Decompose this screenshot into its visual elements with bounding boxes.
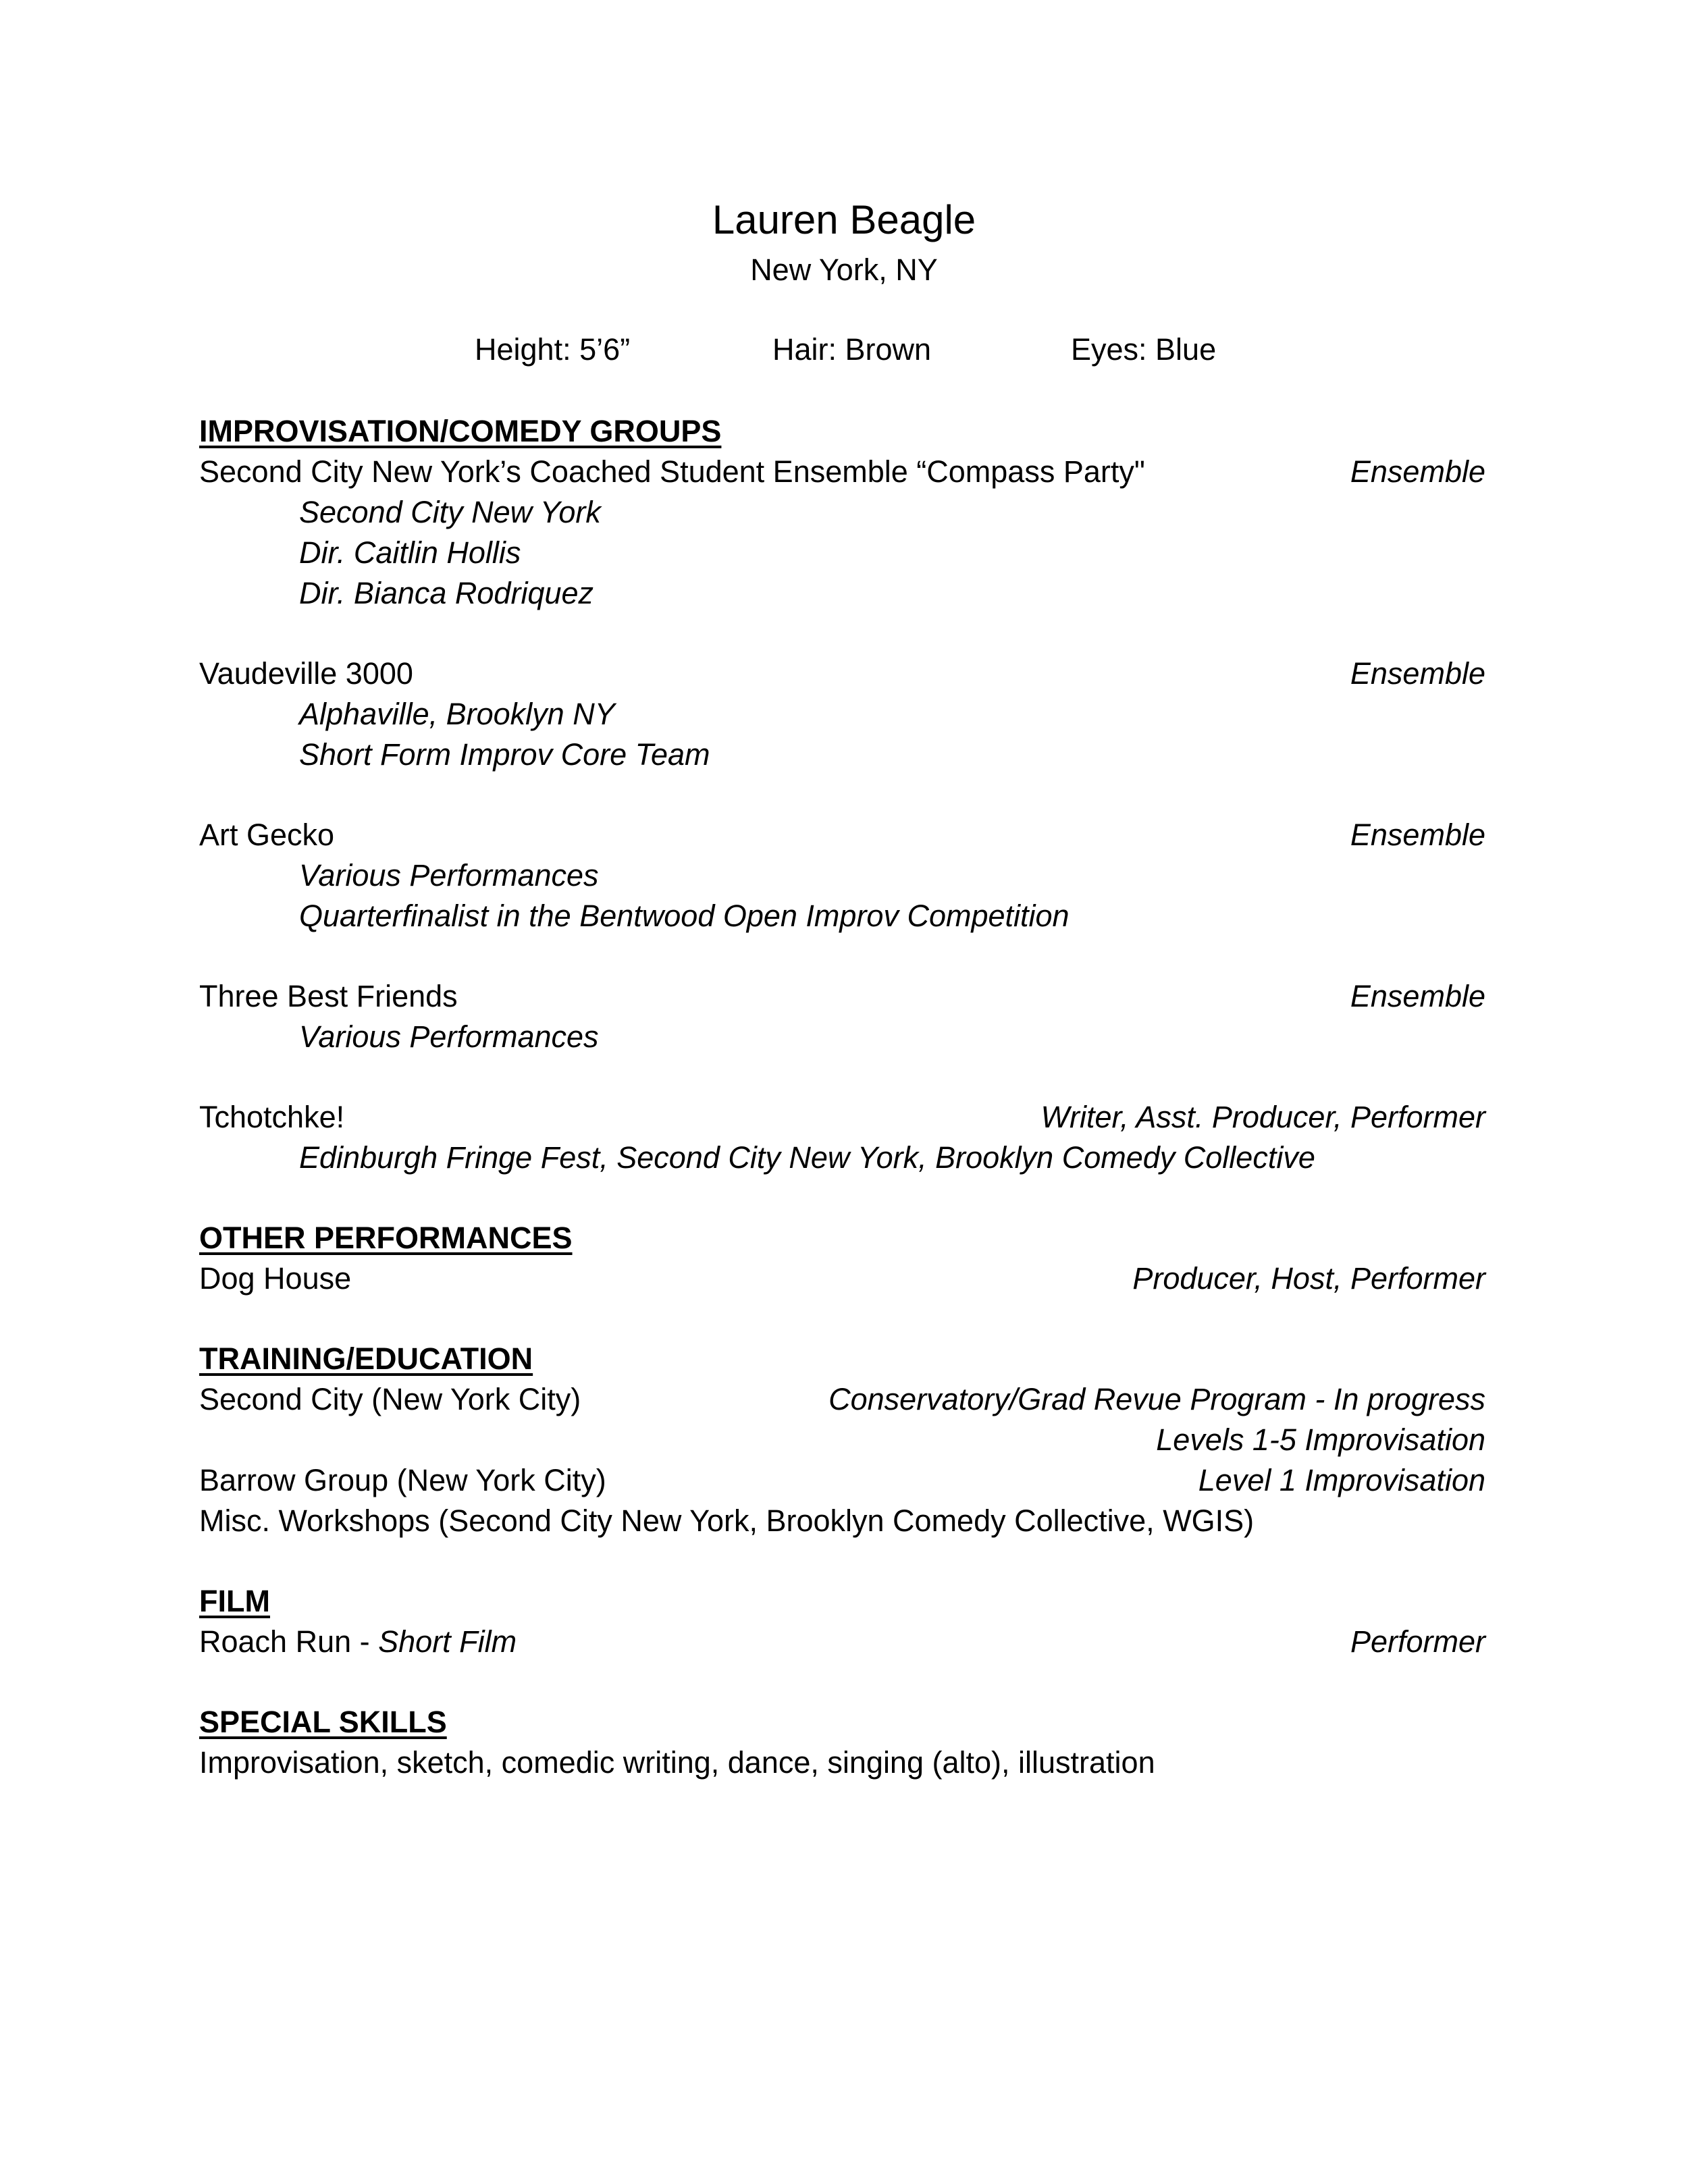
entry-role: Ensemble <box>1350 454 1485 489</box>
training-school: Second City (New York City) <box>199 1382 581 1416</box>
entry-role: Ensemble <box>1350 656 1485 691</box>
entry-detail: Various Performances <box>299 1019 599 1054</box>
entry-title-text: Three Best Friends <box>199 979 458 1013</box>
stat-hair: Hair: Brown <box>772 332 932 367</box>
entry-title <box>199 976 1485 1017</box>
skills-text: Improvisation, sketch, comedic writing, dance, singing (alto), illustration <box>199 1745 1155 1780</box>
training-program: Conservatory/Grad Revue Program - In progress <box>828 1382 1485 1416</box>
entry-role: Performer <box>1350 1624 1485 1659</box>
entry-title-text: Vaudeville 3000 <box>199 656 413 691</box>
entry-detail: Short Form Improv Core Team <box>299 737 710 772</box>
entry-title <box>199 1622 1485 1662</box>
training-school: Barrow Group (New York City) <box>199 1463 606 1497</box>
entry-title <box>199 815 1485 855</box>
entry-role: Ensemble <box>1350 818 1485 852</box>
resume-body <box>199 411 1485 1783</box>
entry-title-text: Second City New York’s Coached Student Ensemble “Compass Party" <box>199 454 1145 489</box>
entry-title <box>199 654 1485 694</box>
training-row <box>199 1420 1485 1460</box>
entry-role: Ensemble <box>1350 979 1485 1013</box>
training-program: Level 1 Improvisation <box>1198 1463 1485 1497</box>
entry-role: Producer, Host, Performer <box>1132 1261 1485 1296</box>
entry-detail: Alphaville, Brooklyn NY <box>299 697 615 731</box>
entry-role: Writer, Asst. Producer, Performer <box>1040 1100 1485 1134</box>
stat-height: Height: 5’6” <box>475 332 631 367</box>
entry-detail: Quarterfinalist in the Bentwood Open Improv Competition <box>299 899 1070 933</box>
entry-detail: Second City New York <box>299 495 601 529</box>
entry-title-text: Dog House <box>199 1261 352 1296</box>
film-title: Roach Run - <box>199 1624 379 1659</box>
section-heading-training: TRAINING/EDUCATION <box>199 1341 533 1376</box>
entry-title <box>199 452 1485 492</box>
resume-name: Lauren Beagle <box>712 197 976 242</box>
training-program: Levels 1-5 Improvisation <box>1156 1422 1485 1457</box>
training-row <box>199 1379 1485 1420</box>
training-row <box>199 1501 1485 1541</box>
resume-location: New York, NY <box>750 252 938 287</box>
training-school: Misc. Workshops (Second City New York, Brooklyn Comedy Collective, WGIS) <box>199 1503 1255 1538</box>
film-type: Short Film <box>378 1624 517 1659</box>
entry-title <box>199 1097 1485 1138</box>
entry-title-text: Tchotchke! <box>199 1100 345 1134</box>
section-heading-skills: SPECIAL SKILLS <box>199 1705 447 1739</box>
entry-detail: Dir. Caitlin Hollis <box>299 535 521 570</box>
section-heading-improv: IMPROVISATION/COMEDY GROUPS <box>199 414 722 448</box>
training-row <box>199 1460 1485 1501</box>
entry-title <box>199 1258 1485 1299</box>
entry-detail: Various Performances <box>299 858 599 893</box>
entry-detail: Dir. Bianca Rodriquez <box>299 576 594 610</box>
section-heading-film: FILM <box>199 1584 270 1618</box>
stat-eyes: Eyes: Blue <box>1071 332 1217 367</box>
entry-detail: Edinburgh Fringe Fest, Second City New York, Brooklyn Comedy Collective <box>299 1140 1315 1175</box>
entry-title-text: Art Gecko <box>199 818 335 852</box>
section-heading-other: OTHER PERFORMANCES <box>199 1221 573 1255</box>
